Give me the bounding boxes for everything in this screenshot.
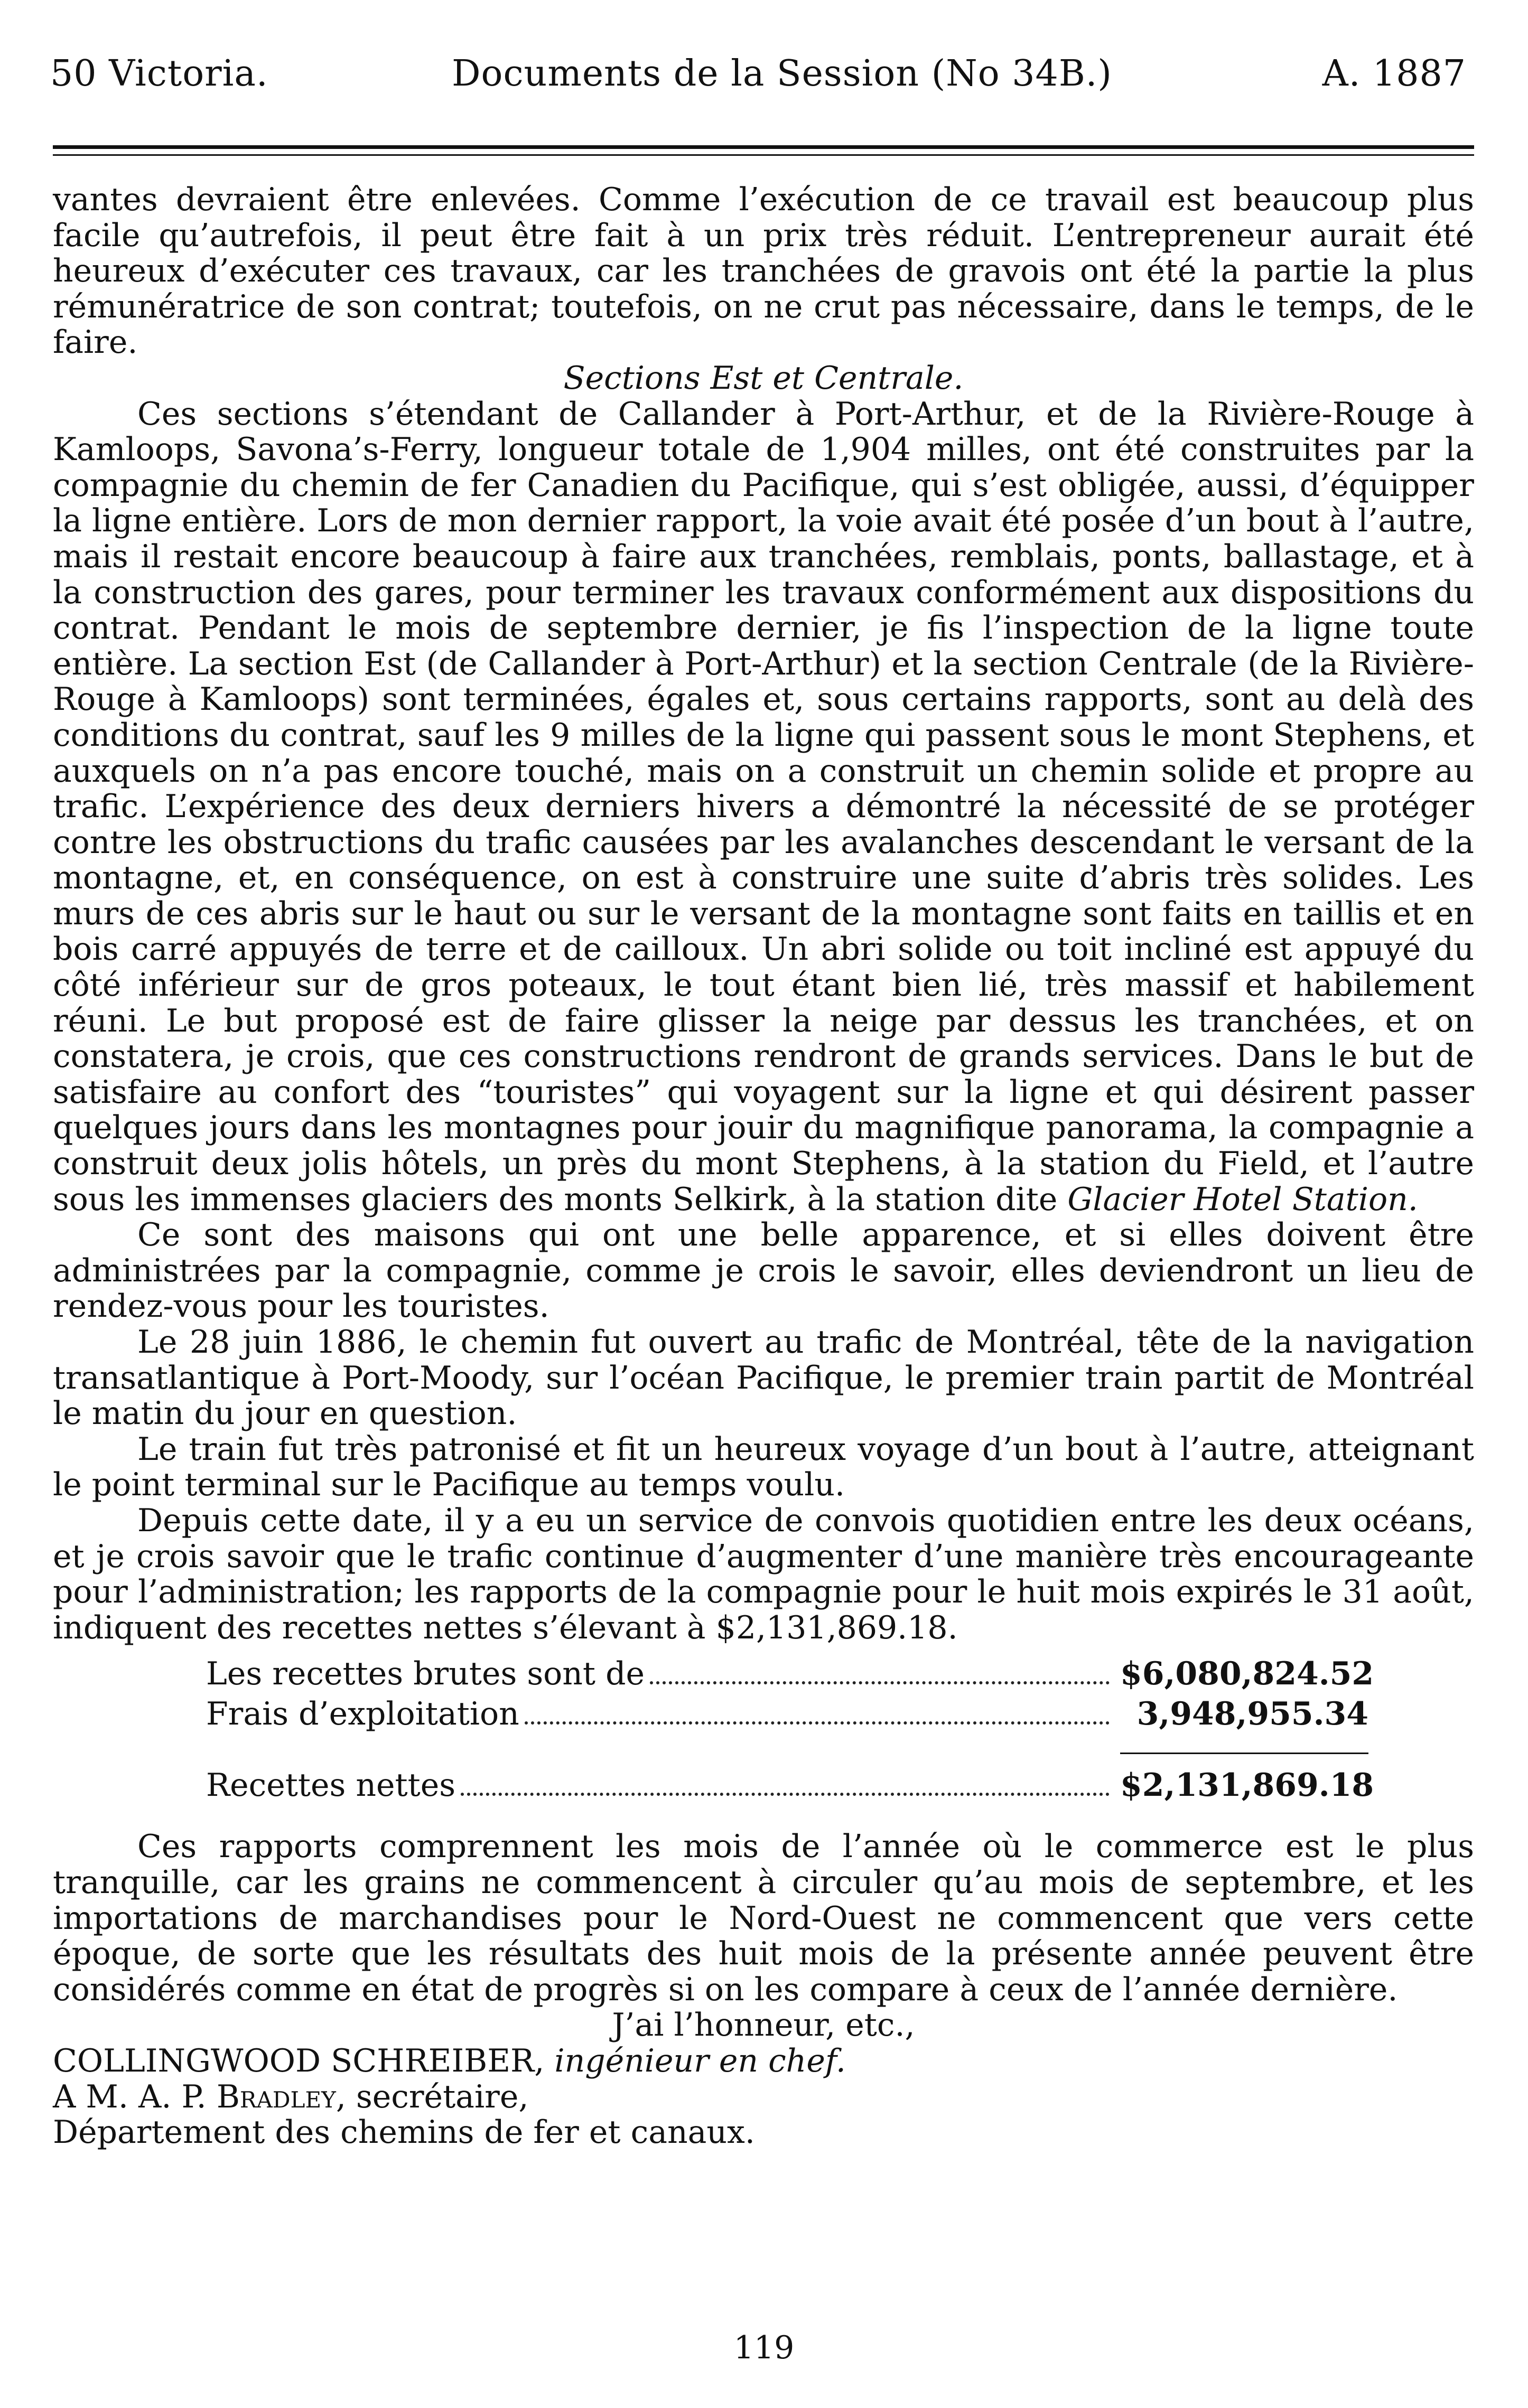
expenses-value: 3,948,955.34 <box>1136 1695 1368 1733</box>
signature-name: COLLINGWOOD SCHREIBER, <box>53 2042 545 2079</box>
header-volume: 50 Victoria. <box>50 53 268 95</box>
net-receipts-value: $2,131,869.18 <box>1120 1767 1374 1804</box>
paragraph-4: Le 28 juin 1886, le chemin fut ouvert au trafic de Montréal, tête de la navigation transatlantique à Port-Moody, sur l’océan Pacifique, le premier train partit de Montréal le matin du jour en question. <box>53 1324 1474 1432</box>
header-year: A. 1887 <box>1322 53 1466 95</box>
signature-title: ingénieur en chef. <box>554 2042 846 2079</box>
financial-summary <box>206 1655 1374 1808</box>
addressee-prefix: A M. A. P. <box>53 2078 207 2115</box>
paragraph-2-text: Ces sections s’étendant de Callander à Port-Arthur, et de la Rivière-Rouge à Kamloops, Savona’s-Ferry, longueur totale de 1,904 milles, ont été construites par la compagnie du chemin de fer Canadien du Pacifique, qui s’est obligée, aussi, d’équipper la ligne entière. Lors de mon dernier rapport, la voie avait été posée d’un bout à l’autre, mais il restait encore beaucoup à faire aux tranchées, remblais, ponts, ballastage, et à la construction des gares, pour terminer les travaux conformément aux dispositions du contrat. Pendant le mois de septembre dernier, je fis l’inspection de la ligne toute entière. La section Est (de Callander à Port-Arthur) et la section Centrale (de la Rivière-Rouge à Kamloops) sont terminées, égales et, sous certains rapports, sont au delà des conditions du contrat, sauf les 9 milles de la ligne qui passent sous le mont Stephens, et auxquels on n’a pas encore touché, mais on a construit un chemin solide et propre au trafic. L’expérience des deux derniers hivers a démontré la nécessité de se protéger contre les obstructions du trafic causées par les avalanches descendant le versant de la montagne, et, en conséquence, on est à construire une suite d’abris très solides. Les murs de ces abris sur le haut ou sur le versant de la montagne sont faits en taillis et en bois carré appuyés de terre et de cailloux. Un abri solide ou toit incliné est appuyé du côté inférieur sur de gros poteaux, le tout étant bien lié, très massif et habilement réuni. Le but proposé est de faire glisser la neige par dessus les tranchées, et on constatera, je crois, que ces constructions rendront de grands services. Dans le but de satisfaire au confort des “touristes” qui voyagent sur la ligne et qui désirent passer quelques jours dans les montagnes pour jouir du magnifique panorama, la compagnie a construit deux jolis hôtels, un près du mont Stephens, à la station du Field, et l’autre sous les immenses glaciers des monts Selkirk, à la station dite <box>53 395 1474 1218</box>
paragraph-2 <box>53 397 1474 1218</box>
gross-receipts-value: $6,080,824.52 <box>1120 1655 1374 1693</box>
net-receipts-row <box>206 1767 1374 1808</box>
paragraph-6: Depuis cette date, il y a eu un service de convois quotidien entre les deux océans, et je crois savoir que le trafic continue d’augmenter d’une manière très encourageante pour l’administration; les rapports de la compagnie pour le huit mois expirés le 31 août, indiquent des recettes nettes s’élevant à $2,131,869.18. <box>53 1502 1474 1646</box>
addressee-role: , secrétaire, <box>336 2078 529 2115</box>
running-header <box>50 32 1477 116</box>
signature-line <box>53 2044 1474 2079</box>
salutation: J’ai l’honneur, etc., <box>612 2007 915 2044</box>
gross-receipts-row <box>206 1655 1374 1697</box>
sum-rule <box>1120 1753 1368 1754</box>
addressee-line <box>53 2079 1474 2115</box>
expenses-label: Frais d’exploitation <box>206 1695 519 1733</box>
station-name: Glacier Hotel Station. <box>1067 1180 1418 1218</box>
header-rule-thin <box>53 154 1474 156</box>
department-line: Département des chemins de fer et canaux. <box>53 2114 755 2151</box>
addressee-name: Bradley <box>216 2078 336 2115</box>
paragraph-3: Ce sont des maisons qui ont une belle apparence, et si elles doivent être administrées par la compagnie, comme je crois le savoir, elles deviendront un lieu de rendez-vous pour les touristes. <box>53 1216 1474 1325</box>
paragraph-1: vantes devraient être enlevées. Comme l’exécution de ce travail est beaucoup plus facile qu’autrefois, il peut être fait à un prix très réduit. L’entrepreneur aurait été heureux d’exécuter ces travaux, car les tranchées de gravois ont été la partie la plus rémunératrice de son contrat; toutefois, on ne crut pas nécessaire, dans le temps, de le faire. <box>53 181 1474 361</box>
paragraph-5: Le train fut très patronisé et fit un heureux voyage d’un bout à l’autre, atteignant le point terminal sur le Pacifique au temps voulu. <box>53 1430 1474 1504</box>
expenses-row <box>206 1697 1368 1737</box>
dot-leader <box>461 1793 1110 1796</box>
gross-receipts-label: Les recettes brutes sont de <box>206 1655 645 1693</box>
dot-leader <box>650 1681 1110 1684</box>
section-heading: Sections Est et Centrale. <box>563 359 964 397</box>
header-rule-thick <box>53 145 1474 149</box>
header-title: Documents de la Session (No 34B.) <box>452 53 1112 95</box>
document-body <box>53 182 1474 2151</box>
dot-leader <box>525 1721 1110 1725</box>
net-receipts-label: Recettes nettes <box>206 1767 456 1804</box>
page-number: 119 <box>733 2329 795 2366</box>
paragraph-7: Ces rapports comprennent les mois de l’année où le commerce est le plus tranquille, car les grains ne commencent à circuler qu’au mois de septembre, et les importations de marchandises pour le Nord-Ouest ne commencent que vers cette époque, de sorte que les résultats des huit mois de la présente année peuvent être considérés comme en état de progrès si on les compare à ceux de l’année dernière. <box>53 1828 1474 2008</box>
